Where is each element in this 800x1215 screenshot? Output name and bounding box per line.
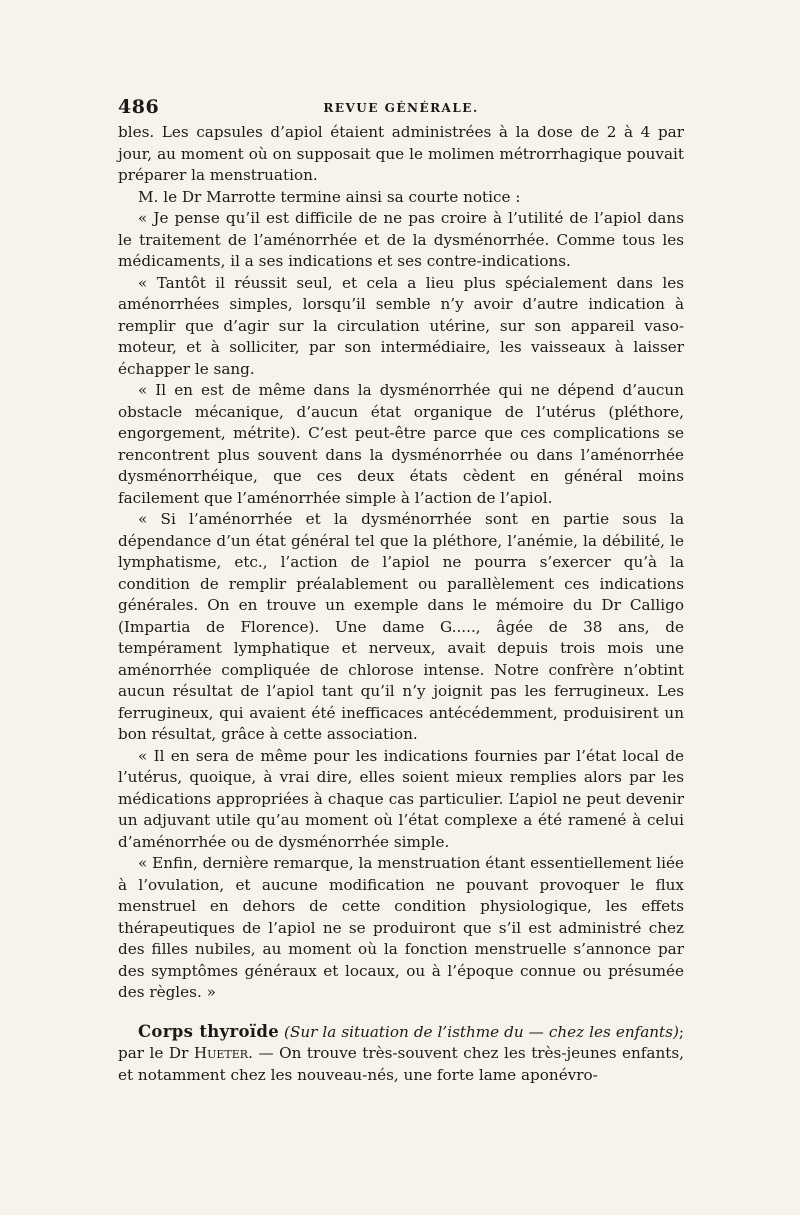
section-paragraph bbox=[118, 1021, 684, 1087]
body-text bbox=[118, 122, 684, 1086]
page-header bbox=[118, 96, 684, 122]
byline-prefix: ; par le Dr bbox=[118, 1022, 684, 1062]
running-title: REVUE GÉNÉRALE. bbox=[323, 101, 479, 115]
paragraph-3: « Je pense qu’il est difficile de ne pas croire à l’utilité de l’apiol dans le traitement de l’aménorrhée et de la dysménorrhée. Comme tous les médicaments, il a ses indications et ses contre-indications. bbox=[118, 209, 684, 270]
page-number: 486 bbox=[118, 96, 160, 118]
author-name: Hueter bbox=[193, 1044, 249, 1062]
paragraph-4: « Tantôt il réussit seul, et cela a lieu plus spécialement dans les aménorrhées simples, lorsqu’il semble n’y avoir d’autre indication à remplir que d’agir sur la circulation utérine, sur son appareil vaso-moteur, et à solliciter, par son intermédiaire, les vaisseaux à laisser échapper le sang. bbox=[118, 273, 684, 378]
document-page bbox=[118, 96, 684, 1086]
paragraph-1: bles. Les capsules d’apiol étaient administrées à la dose de 2 à 4 par jour, au moment où on supposait que le molimen métrorrhagique pouvait préparer la menstruation. bbox=[118, 123, 684, 184]
paragraph-6: « Si l’aménorrhée et la dysménorrhée sont en partie sous la dépendance d’un état général tel que la pléthore, l’anémie, la débilité, le lymphatisme, etc., l’action de l’apiol ne pourra s’exercer qu’à la condition de remplir préalablement ou parallèlement ces indications générales. On en trouve un exemple dans le mémoire du Dr Calligo (Impartia de Florence). Une dame G....., âgée de 38 ans, de tempérament lymphatique et nerveux, avait depuis trois mois une aménorrhée compliquée de chlorose intense. Notre confrère n’obtint aucun résultat de l’apiol tant qu’il n’y joignit pas les ferrugineux. Les ferrugineux, qui avaient été inefficaces antécédemment, produisirent un bon résultat, grâce à cette association. bbox=[118, 510, 684, 743]
paragraph-2: M. le Dr Marrotte termine ainsi sa courte notice : bbox=[138, 187, 521, 206]
section-text: . — On trouve très-souvent chez les très-jeunes enfants, et notamment chez les nouveau-nés, une forte lame aponévro- bbox=[118, 1044, 684, 1084]
paragraph-5: « Il en est de même dans la dysménorrhée qui ne dépend d’aucun obstacle mécanique, d’aucun état organique de l’utérus (pléthore, engorgement, métrite). C’est peut-être parce que ces complications se rencontrent plus souvent dans la dysménorrhée ou dans l’aménorrhée dysménorrhéique, que ces deux états cèdent en général moins facilement que l’aménorrhée simple à l’action de l’apiol. bbox=[118, 381, 684, 507]
paragraph-7: « Il en sera de même pour les indications fournies par l’état local de l’utérus, quoique, à vrai dire, elles soient mieux remplies alors par les médications appropriées à chaque cas particulier. L’apiol ne peut devenir un adjuvant utile qu’au moment où l’état complexe a été ramené à celui d’aménorrhée ou de dysménorrhée simple. bbox=[118, 746, 684, 851]
section-heading: Corps thyroïde bbox=[138, 1021, 279, 1041]
paragraph-8: « Enfin, dernière remarque, la menstruation étant essentiellement liée à l’ovulation, et aucune modification ne pouvant provoquer le flux menstruel en dehors de cette condition physiologique, les effets thérapeutiques de l’apiol ne se produiront que s’il est administré chez des filles nubiles, au moment où la fonction menstruelle s’annonce par des symptômes généraux et locaux, ou à l’époque connue ou présumée des règles. » bbox=[118, 854, 684, 1001]
section-subtitle: (Sur la situation de l’isthme du — chez les enfants) bbox=[284, 1022, 679, 1041]
